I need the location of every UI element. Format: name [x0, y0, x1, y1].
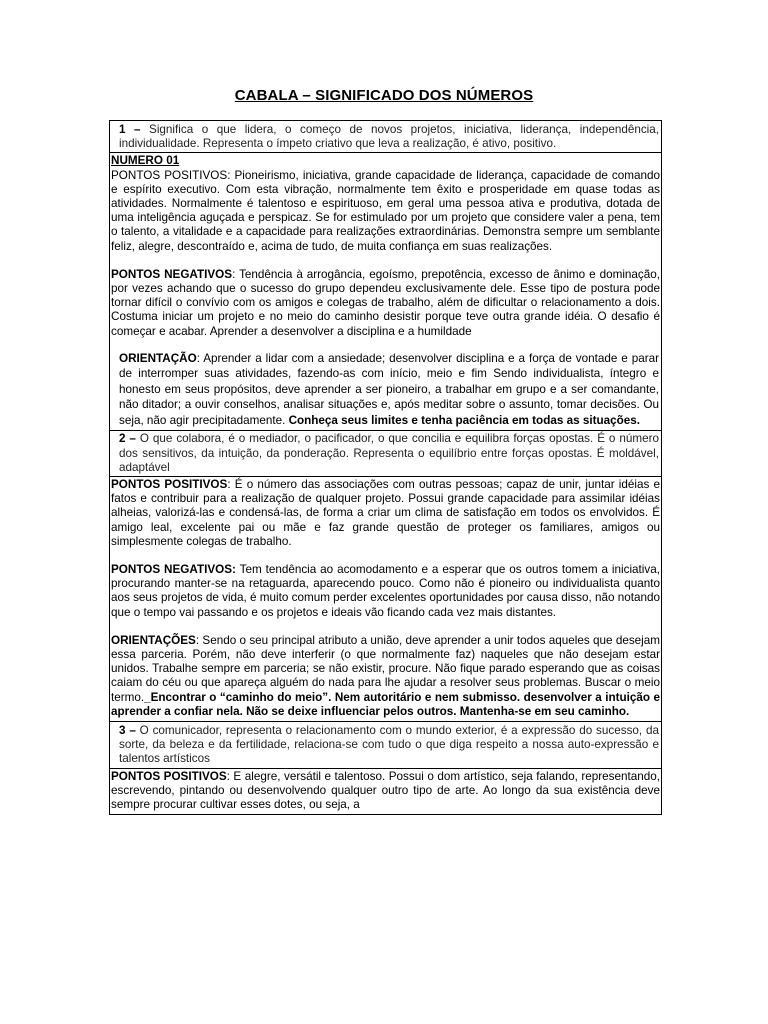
- number-1-orientation-block: [110, 341, 661, 431]
- number-1-details: [110, 152, 661, 340]
- document-title: CABALA – SIGNIFICADO DOS NÚMEROS: [234, 87, 534, 104]
- number-2-orientations: ORIENTAÇÕES: Sendo o seu principal atributo a união, deve aprender a unir todos aqueles que desejam essa parceria. Porém, não deve interferir (o que normalmente faz) naqueles que não desejam estar unidos. Trabalhe sempre em parceria; se não existir, procure. Não fique parado esperando que as coisas caiam do céu ou que apareça alguém do nada para lhe ajudar a resolver seus problemas. Buscar o meio termo._Encontrar o “caminho do meio”. Nem autoritário e nem submisso. desenvolver a intuição e aprender a confiar nela. Não se deixe influenciar pelos outros. Mantenha-se em seu caminho.: [111, 633, 660, 718]
- number-1-summary: [110, 121, 661, 152]
- number-3-label: 3 –: [119, 724, 136, 737]
- number-3-summary: [110, 721, 661, 768]
- number-2-description: 2 – O que colabora, é o mediador, o pacificador, o que concilia e equilibra forças opostas. É o número dos sensitivos, da intuição, da ponderação. Representa o equilíbrio entre forças opostas. É moldável, adaptável: [119, 432, 659, 474]
- number-2-positive-points: PONTOS POSITIVOS: É o número das associações com outras pessoas; capaz de unir, juntar idéias e fatos e contribuir para a realização de qualquer projeto. Possui grande capacidade para assimilar idéias alheias, valorizá-las e condensá-las, de forma a criar um clima de satisfação em todos os envolvidos. É amigo leal, excelente pai ou mãe e faz grande questão de proteger os familiares, amigos ou simplesmente colegas de trabalho.: [111, 477, 661, 548]
- number-1-negative-points: PONTOS NEGATIVOS: Tendência à arrogância, egoísmo, prepotência, excesso de ânimo e dominação, por vezes achando que o sucesso do grupo dependeu exclusivamente dele. Esse tipo de postura pode tornar difícil o convívio com os amigos e colegas de trabalho, além de dificultar o relacionamento a dois. Costuma iniciar um projeto e no meio do caminho desistir porque teve outra grande idéia. O desafio é começar e acabar. Aprender a desenvolver a disciplina e a humildade: [111, 267, 661, 338]
- number-1-label: 1 –: [119, 123, 141, 136]
- number-1-description: 1 – Significa o que lidera, o começo de novos projetos, iniciativa, liderança, independência, individualidade. Representa o ímpeto criativo que leva a realização, é ativo, positivo.: [119, 123, 660, 151]
- number-2-details: [110, 476, 661, 721]
- number-1-positive-points: PONTOS POSITIVOS: Pioneirismo, iniciativa, grande capacidade de liderança, capacidade de comando e espírito executivo. Com esta vibração, normalmente tem êxito e prosperidade em quase todas as atividades. Normalmente é talentoso e espirituoso, em geral uma pessoa ativa e produtiva, dotada de uma inteligência aguçada e perspicaz. Se for estimulado por um projeto que considere valer a pena, tem o talento, a vitalidade e a capacidade para realizações extraordinárias. Demonstra sempre um semblante feliz, alegre, descontraído e, acima de tudo, de muita confiança em suas realizações.: [111, 168, 660, 253]
- number-2-summary: [110, 430, 661, 476]
- number-3-details: [110, 768, 661, 815]
- number-3-description: 3 – O comunicador, representa o relacionamento com o mundo exterior, é a expressão do sucesso, da sorte, da beleza e da fertilidade, relaciona-se com tudo o que diga respeito a nossa auto-expressão e talentos artísticos: [119, 724, 659, 766]
- number-2-label: 2 –: [119, 432, 136, 446]
- number-1-heading: NUMERO 01: [111, 154, 180, 168]
- number-2-negative-points: PONTOS NEGATIVOS: Tem tendência ao acomodamento e a esperar que os outros tomem a iniciativa, procurando manter-se na retaguarda, aparecendo pouco. Como não é pioneiro ou individualista quanto aos seus projetos de vida, é muito comum perder excelentes oportunidades por causa disso, não notando que o tempo vai passando e os projetos e ideais vão ficando cada vez mais distantes.: [111, 562, 660, 619]
- number-3-positive-points: PONTOS POSITIVOS: E alegre, versátil e talentoso. Possui o dom artístico, seja falando, representando, escrevendo, pintando ou desenvolvendo qualquer outro tipo de arte. Ao longo da sua existência deve sempre procurar cultivar esses dotes, ou seja, a: [111, 769, 660, 812]
- numbers-table: [109, 120, 662, 815]
- number-1-orientation: ORIENTAÇÃO: Aprender a lidar com a ansiedade; desenvolver disciplina e a força de vontade e parar de interromper suas atividades, fazendo-as com início, meio e fim Sendo individualista, íntegro e honesto em seus propósitos, deve aprender a ser pioneiro, a trabalhar em grupo e a ser comandante, não ditador; a ouvir conselhos, analisar situações e, após meditar sobre o assunto, tomar decisões. Ou seja, não agir precipitadamente. Conheça seus limites e tenha paciência em todas as situações.: [119, 351, 659, 427]
